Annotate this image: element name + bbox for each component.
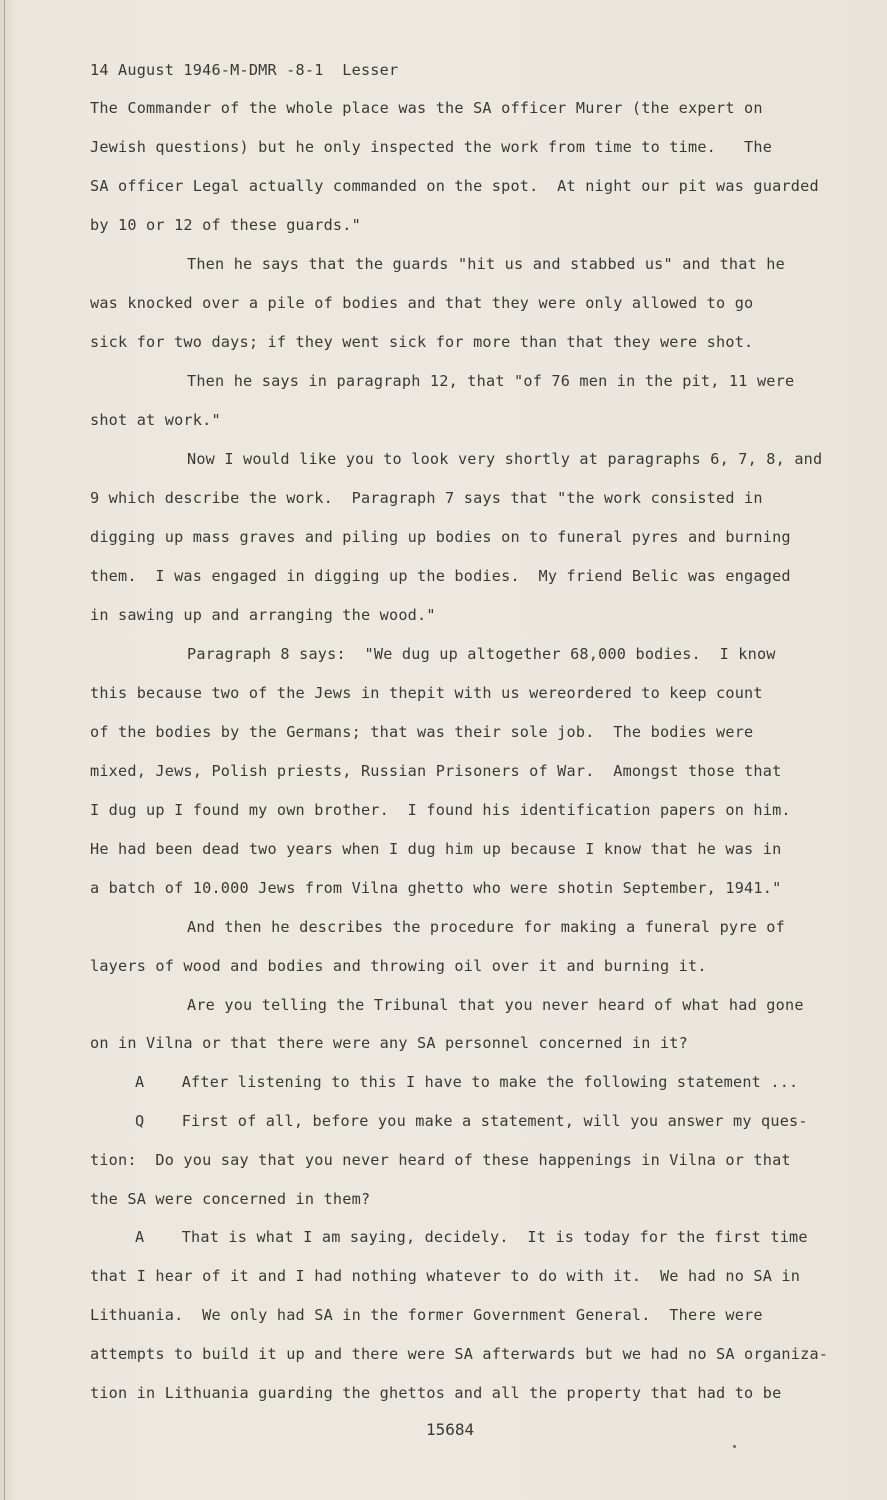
answer-line: A After listening to this I have to make the following statement ... [135, 1073, 799, 1091]
text-line: attempts to build it up and there were SA afterwards but we had no SA organiza- [90, 1345, 829, 1363]
text-line: tion: Do you say that you never heard of these happenings in Vilna or that [90, 1151, 791, 1169]
text-line: by 10 or 12 of these guards." [90, 216, 361, 234]
text-line: on in Vilna or that there were any SA personnel concerned in it? [90, 1034, 688, 1052]
answer-line: A That is what I am saying, decidely. It is today for the first time [135, 1228, 808, 1246]
text-line: was knocked over a pile of bodies and that they were only allowed to go [90, 294, 754, 312]
text-line: of the bodies by the Germans; that was their sole job. The bodies were [90, 723, 754, 741]
text-line: tion in Lithuania guarding the ghettos and all the property that had to be [90, 1384, 782, 1402]
text-line: Now I would like you to look very shortly at paragraphs 6, 7, 8, and [187, 450, 823, 468]
text-line: And then he describes the procedure for making a funeral pyre of [187, 918, 785, 936]
text-line: SA officer Legal actually commanded on the spot. At night our pit was guarded [90, 177, 819, 195]
text-line: the SA were concerned in them? [90, 1190, 371, 1208]
text-line: digging up mass graves and piling up bodies on to funeral pyres and burning [90, 528, 791, 546]
text-line: Then he says in paragraph 12, that "of 76 men in the pit, 11 were [187, 372, 795, 390]
page-edge-line [4, 0, 5, 1500]
document-header: 14 August 1946-M-DMR -8-1 Lesser [90, 61, 399, 79]
question-line: Q First of all, before you make a statement, will you answer my ques- [135, 1112, 808, 1130]
text-line: mixed, Jews, Polish priests, Russian Prisoners of War. Amongst those that [90, 762, 782, 780]
text-line: Then he says that the guards "hit us and stabbed us" and that he [187, 255, 785, 273]
page-number: 15684 [426, 1420, 475, 1439]
text-line: He had been dead two years when I dug him up because I know that he was in [90, 840, 782, 858]
ink-speck [733, 1445, 736, 1448]
text-line: layers of wood and bodies and throwing oil over it and burning it. [90, 957, 707, 975]
text-line: a batch of 10.000 Jews from Vilna ghetto who were shotin September, 1941." [90, 879, 782, 897]
text-line: in sawing up and arranging the wood." [90, 606, 436, 624]
text-line: Are you telling the Tribunal that you never heard of what had gone [187, 996, 804, 1014]
text-line: them. I was engaged in digging up the bodies. My friend Belic was engaged [90, 567, 791, 585]
text-line: sick for two days; if they went sick for more than that they were shot. [90, 333, 754, 351]
text-line: this because two of the Jews in thepit with us wereordered to keep count [90, 684, 763, 702]
text-line: Lithuania. We only had SA in the former Government General. There were [90, 1306, 763, 1324]
text-line: 9 which describe the work. Paragraph 7 says that "the work consisted in [90, 489, 763, 507]
text-line: I dug up I found my own brother. I found his identification papers on him. [90, 801, 791, 819]
text-line: Jewish questions) but he only inspected the work from time to time. The [90, 138, 773, 156]
text-line: Paragraph 8 says: "We dug up altogether 68,000 bodies. I know [187, 645, 776, 663]
text-line: that I hear of it and I had nothing whatever to do with it. We had no SA in [90, 1267, 801, 1285]
text-line: The Commander of the whole place was the SA officer Murer (the expert on [90, 99, 763, 117]
text-line: shot at work." [90, 411, 221, 429]
